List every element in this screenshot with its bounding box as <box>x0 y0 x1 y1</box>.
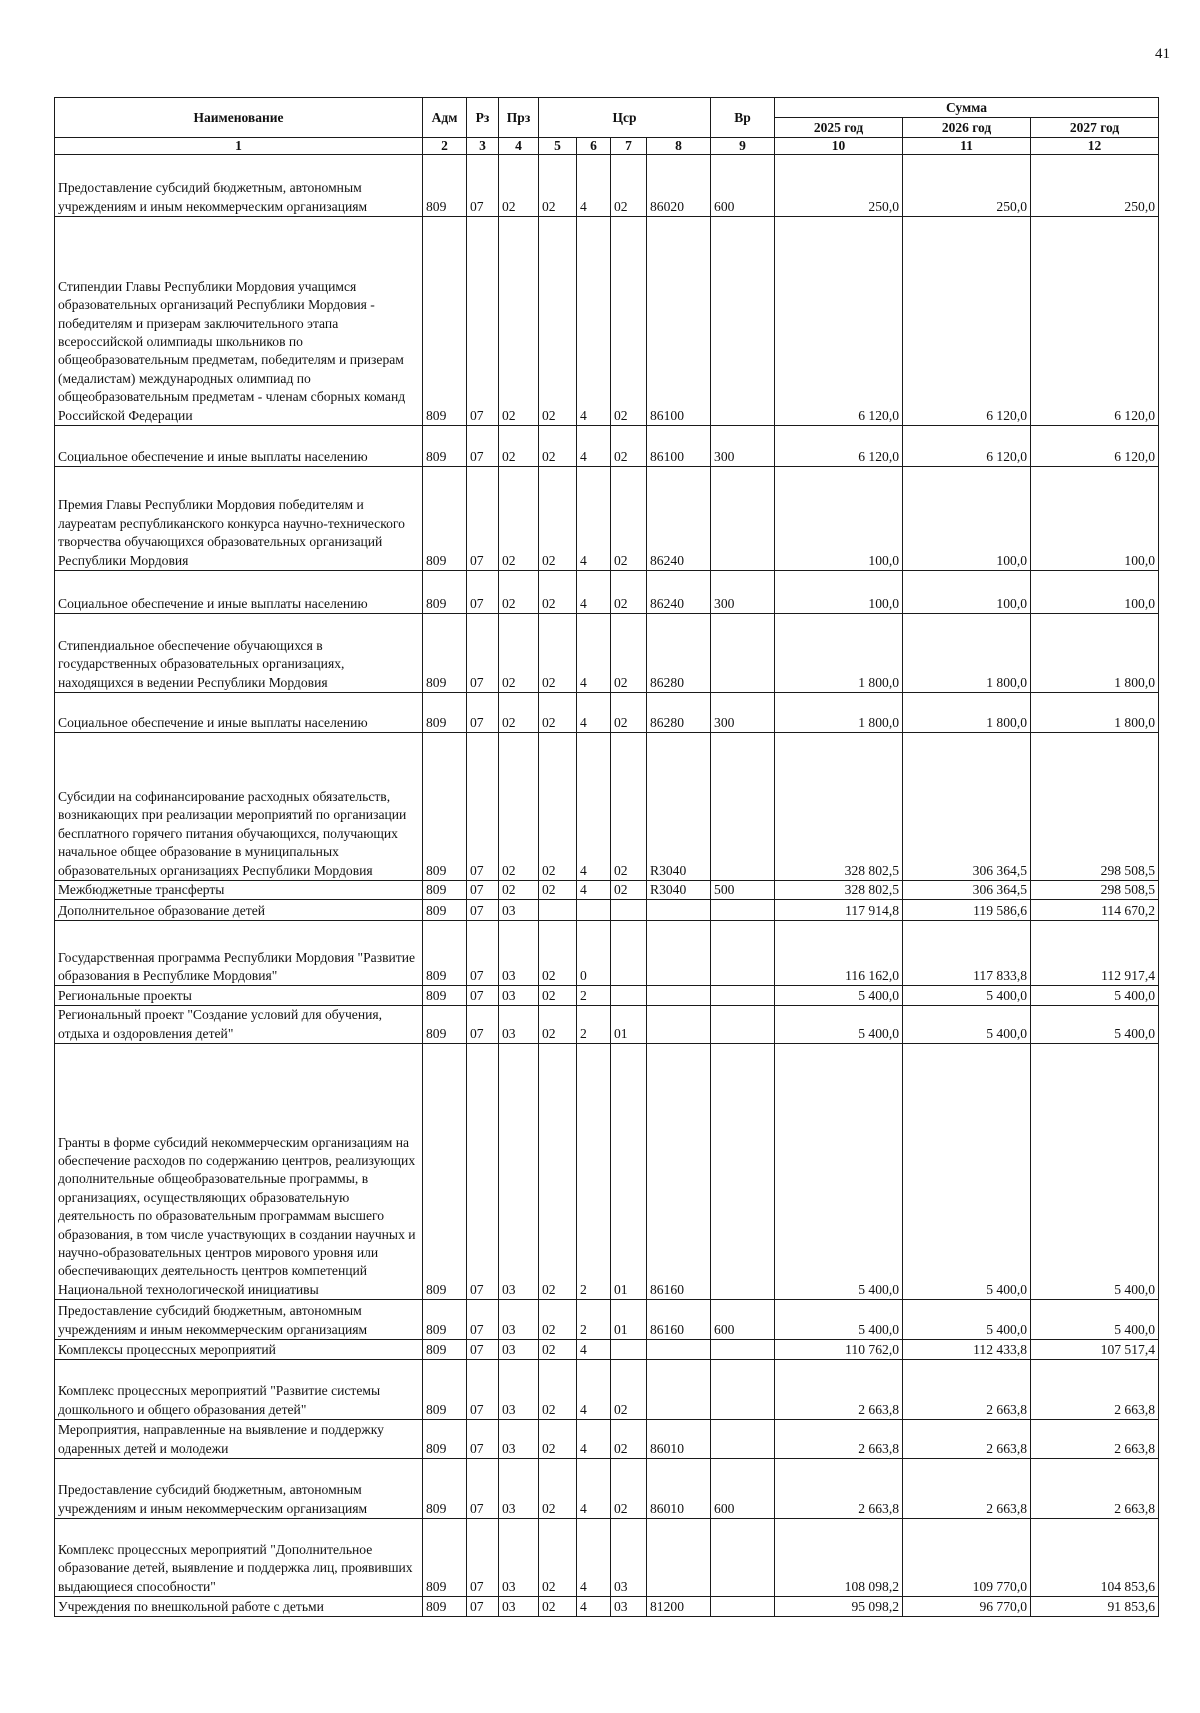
row-sum-2027: 5 400,0 <box>1031 1300 1159 1340</box>
col-number: 6 <box>577 138 611 155</box>
row-vr <box>711 1360 775 1420</box>
table-row <box>55 571 1159 614</box>
row-csr-direction <box>647 986 711 1006</box>
row-prz: 03 <box>499 1300 539 1340</box>
row-csr-program: 02 <box>539 693 577 733</box>
row-vr <box>711 614 775 693</box>
row-rz: 07 <box>467 467 499 571</box>
row-sum-2027: 6 120,0 <box>1031 217 1159 426</box>
row-adm: 809 <box>423 1519 467 1597</box>
row-csr-direction: 86280 <box>647 693 711 733</box>
row-csr-type: 4 <box>577 571 611 614</box>
row-rz: 07 <box>467 1340 499 1360</box>
row-csr-program: 02 <box>539 921 577 986</box>
row-csr-direction <box>647 1360 711 1420</box>
row-csr-direction: 86100 <box>647 426 711 467</box>
row-csr-program: 02 <box>539 1360 577 1420</box>
row-csr-program: 02 <box>539 426 577 467</box>
table-row <box>55 733 1159 881</box>
row-adm: 809 <box>423 1300 467 1340</box>
table-row <box>55 1300 1159 1340</box>
row-sum-2026: 306 364,5 <box>903 733 1031 881</box>
row-prz: 02 <box>499 467 539 571</box>
row-sum-2027: 2 663,8 <box>1031 1360 1159 1420</box>
row-sum-2026: 100,0 <box>903 467 1031 571</box>
row-sum-2027: 250,0 <box>1031 155 1159 217</box>
row-adm: 809 <box>423 986 467 1006</box>
row-csr-group: 02 <box>611 217 647 426</box>
row-csr-type: 4 <box>577 1340 611 1360</box>
row-csr-direction <box>647 1519 711 1597</box>
row-sum-2027: 112 917,4 <box>1031 921 1159 986</box>
row-sum-2025: 250,0 <box>775 155 903 217</box>
row-csr-direction <box>647 900 711 921</box>
row-vr <box>711 1044 775 1300</box>
row-csr-type: 2 <box>577 1300 611 1340</box>
row-name: Комплекс процессных мероприятий "Дополнительное образование детей, выявление и поддержка лиц, проявивших выдающиеся способности" <box>55 1519 423 1597</box>
row-rz: 07 <box>467 693 499 733</box>
row-csr-direction: R3040 <box>647 733 711 881</box>
row-sum-2027: 298 508,5 <box>1031 881 1159 900</box>
row-csr-group: 01 <box>611 1006 647 1044</box>
row-csr-direction: 86100 <box>647 217 711 426</box>
row-prz: 02 <box>499 426 539 467</box>
row-sum-2027: 6 120,0 <box>1031 426 1159 467</box>
row-rz: 07 <box>467 571 499 614</box>
col-number: 12 <box>1031 138 1159 155</box>
row-vr <box>711 1597 775 1617</box>
row-adm: 809 <box>423 1597 467 1617</box>
col-number: 3 <box>467 138 499 155</box>
row-sum-2027: 5 400,0 <box>1031 1006 1159 1044</box>
col-number: 9 <box>711 138 775 155</box>
row-sum-2026: 5 400,0 <box>903 1044 1031 1300</box>
row-adm: 809 <box>423 900 467 921</box>
header-sum: Сумма <box>775 98 1159 118</box>
row-sum-2025: 328 802,5 <box>775 881 903 900</box>
row-prz: 02 <box>499 155 539 217</box>
row-csr-type: 4 <box>577 1519 611 1597</box>
row-adm: 809 <box>423 921 467 986</box>
table-row <box>55 1006 1159 1044</box>
table-row <box>55 1340 1159 1360</box>
row-sum-2027: 91 853,6 <box>1031 1597 1159 1617</box>
row-csr-program <box>539 900 577 921</box>
row-vr: 600 <box>711 155 775 217</box>
row-csr-program: 02 <box>539 1459 577 1519</box>
row-sum-2027: 2 663,8 <box>1031 1459 1159 1519</box>
row-prz: 03 <box>499 1340 539 1360</box>
row-csr-group: 02 <box>611 571 647 614</box>
row-rz: 07 <box>467 986 499 1006</box>
row-csr-program: 02 <box>539 986 577 1006</box>
row-sum-2025: 5 400,0 <box>775 1044 903 1300</box>
row-sum-2025: 6 120,0 <box>775 217 903 426</box>
row-sum-2026: 6 120,0 <box>903 217 1031 426</box>
row-sum-2027: 100,0 <box>1031 467 1159 571</box>
row-sum-2025: 95 098,2 <box>775 1597 903 1617</box>
row-sum-2026: 100,0 <box>903 571 1031 614</box>
table-header <box>55 98 1159 155</box>
row-csr-program: 02 <box>539 571 577 614</box>
row-sum-2025: 5 400,0 <box>775 1300 903 1340</box>
row-name: Дополнительное образование детей <box>55 900 423 921</box>
row-csr-type: 0 <box>577 921 611 986</box>
row-csr-type: 4 <box>577 426 611 467</box>
row-sum-2026: 112 433,8 <box>903 1340 1031 1360</box>
row-vr <box>711 467 775 571</box>
row-sum-2025: 2 663,8 <box>775 1459 903 1519</box>
row-prz: 03 <box>499 1360 539 1420</box>
row-csr-direction: R3040 <box>647 881 711 900</box>
row-vr: 300 <box>711 571 775 614</box>
row-csr-type: 2 <box>577 1044 611 1300</box>
row-csr-type: 4 <box>577 1597 611 1617</box>
row-csr-direction: 86280 <box>647 614 711 693</box>
row-csr-group: 02 <box>611 1420 647 1459</box>
row-sum-2027: 107 517,4 <box>1031 1340 1159 1360</box>
row-csr-group: 02 <box>611 614 647 693</box>
row-adm: 809 <box>423 467 467 571</box>
header-adm: Адм <box>423 98 467 138</box>
row-csr-program: 02 <box>539 467 577 571</box>
row-adm: 809 <box>423 733 467 881</box>
row-sum-2025: 328 802,5 <box>775 733 903 881</box>
row-sum-2026: 5 400,0 <box>903 1300 1031 1340</box>
row-csr-direction: 86160 <box>647 1300 711 1340</box>
row-prz: 02 <box>499 614 539 693</box>
row-csr-group: 02 <box>611 467 647 571</box>
row-csr-group: 01 <box>611 1044 647 1300</box>
row-csr-group: 02 <box>611 1459 647 1519</box>
table-row <box>55 1597 1159 1617</box>
row-prz: 03 <box>499 986 539 1006</box>
col-number: 5 <box>539 138 577 155</box>
row-sum-2025: 117 914,8 <box>775 900 903 921</box>
row-csr-group: 02 <box>611 1360 647 1420</box>
header-vr: Вр <box>711 98 775 138</box>
row-prz: 02 <box>499 693 539 733</box>
row-sum-2025: 100,0 <box>775 467 903 571</box>
table-row <box>55 921 1159 986</box>
row-sum-2025: 116 162,0 <box>775 921 903 986</box>
row-csr-program: 02 <box>539 881 577 900</box>
row-csr-type: 2 <box>577 986 611 1006</box>
row-name: Предоставление субсидий бюджетным, автономным учреждениям и иным некоммерческим организациям <box>55 1459 423 1519</box>
row-sum-2026: 6 120,0 <box>903 426 1031 467</box>
row-prz: 02 <box>499 881 539 900</box>
row-csr-type <box>577 900 611 921</box>
row-csr-program: 02 <box>539 1597 577 1617</box>
table-row <box>55 1459 1159 1519</box>
row-sum-2027: 114 670,2 <box>1031 900 1159 921</box>
col-number: 10 <box>775 138 903 155</box>
header-year-2027: 2027 год <box>1031 118 1159 138</box>
col-number: 7 <box>611 138 647 155</box>
row-name: Стипендии Главы Республики Мордовия учащимся образовательных организаций Республики Мордовия - победителям и призерам заключительного этапа всероссийской олимпиады школьников по общеобразовательным предметам, победителям и призерам (медалистам) международных олимпиад по общеобразовательным предметам - членам сборных команд Российской Федерации <box>55 217 423 426</box>
row-csr-group: 03 <box>611 1519 647 1597</box>
row-csr-program: 02 <box>539 1340 577 1360</box>
row-rz: 07 <box>467 900 499 921</box>
row-vr <box>711 1420 775 1459</box>
row-csr-group: 02 <box>611 881 647 900</box>
row-csr-group <box>611 921 647 986</box>
row-csr-direction <box>647 921 711 986</box>
row-csr-type: 4 <box>577 467 611 571</box>
row-sum-2025: 2 663,8 <box>775 1360 903 1420</box>
row-name: Премия Главы Республики Мордовия победителям и лауреатам республиканского конкурса научно-технического творчества обучающихся образовательных организаций Республики Мордовия <box>55 467 423 571</box>
row-adm: 809 <box>423 1420 467 1459</box>
row-adm: 809 <box>423 426 467 467</box>
table-row <box>55 1044 1159 1300</box>
row-sum-2025: 108 098,2 <box>775 1519 903 1597</box>
row-rz: 07 <box>467 1459 499 1519</box>
row-sum-2026: 2 663,8 <box>903 1459 1031 1519</box>
row-name: Социальное обеспечение и иные выплаты населению <box>55 693 423 733</box>
row-rz: 07 <box>467 1006 499 1044</box>
row-sum-2026: 119 586,6 <box>903 900 1031 921</box>
row-vr <box>711 217 775 426</box>
table-row <box>55 1360 1159 1420</box>
row-csr-direction: 86240 <box>647 571 711 614</box>
row-rz: 07 <box>467 1360 499 1420</box>
row-csr-group: 01 <box>611 1300 647 1340</box>
row-sum-2027: 5 400,0 <box>1031 986 1159 1006</box>
table-body <box>55 155 1159 1617</box>
row-rz: 07 <box>467 1597 499 1617</box>
row-adm: 809 <box>423 1360 467 1420</box>
row-csr-group: 03 <box>611 1597 647 1617</box>
row-sum-2025: 100,0 <box>775 571 903 614</box>
row-sum-2027: 298 508,5 <box>1031 733 1159 881</box>
row-csr-group: 02 <box>611 426 647 467</box>
table-row <box>55 986 1159 1006</box>
row-rz: 07 <box>467 1044 499 1300</box>
row-sum-2026: 250,0 <box>903 155 1031 217</box>
header-rz: Рз <box>467 98 499 138</box>
row-rz: 07 <box>467 1519 499 1597</box>
row-vr <box>711 1006 775 1044</box>
row-csr-type: 4 <box>577 155 611 217</box>
row-csr-group: 02 <box>611 155 647 217</box>
row-prz: 03 <box>499 1420 539 1459</box>
row-csr-program: 02 <box>539 1420 577 1459</box>
row-name: Региональные проекты <box>55 986 423 1006</box>
row-sum-2026: 2 663,8 <box>903 1360 1031 1420</box>
row-name: Гранты в форме субсидий некоммерческим организациям на обеспечение расходов по содержанию центров, реализующих дополнительные общеобразовательные программы, в организациях, осуществляющих образовательную деятельность по образовательным программам высшего образования, в том числе участвующих в создании научных и научно-образовательных центров мирового уровня или обеспечивающих деятельность центров компетенций Национальной технологической инициативы <box>55 1044 423 1300</box>
row-csr-type: 4 <box>577 614 611 693</box>
row-adm: 809 <box>423 1459 467 1519</box>
row-rz: 07 <box>467 881 499 900</box>
row-rz: 07 <box>467 921 499 986</box>
table-row <box>55 693 1159 733</box>
row-name: Социальное обеспечение и иные выплаты населению <box>55 426 423 467</box>
row-prz: 02 <box>499 733 539 881</box>
row-csr-direction: 86010 <box>647 1420 711 1459</box>
row-name: Государственная программа Республики Мордовия "Развитие образования в Республике Мордовия" <box>55 921 423 986</box>
row-adm: 809 <box>423 1006 467 1044</box>
row-csr-direction <box>647 1340 711 1360</box>
row-adm: 809 <box>423 614 467 693</box>
table-row <box>55 1420 1159 1459</box>
header-prz: Прз <box>499 98 539 138</box>
row-vr: 500 <box>711 881 775 900</box>
row-rz: 07 <box>467 1300 499 1340</box>
row-csr-program: 02 <box>539 155 577 217</box>
header-name: Наименование <box>55 98 423 138</box>
table-row <box>55 1519 1159 1597</box>
row-prz: 02 <box>499 217 539 426</box>
row-name: Межбюджетные трансферты <box>55 881 423 900</box>
row-adm: 809 <box>423 1044 467 1300</box>
row-name: Региональный проект "Создание условий для обучения, отдыха и оздоровления детей" <box>55 1006 423 1044</box>
row-rz: 07 <box>467 426 499 467</box>
row-csr-direction: 86010 <box>647 1459 711 1519</box>
row-sum-2027: 1 800,0 <box>1031 693 1159 733</box>
row-csr-program: 02 <box>539 217 577 426</box>
col-number: 2 <box>423 138 467 155</box>
row-csr-direction: 86020 <box>647 155 711 217</box>
table-row <box>55 155 1159 217</box>
table-row <box>55 881 1159 900</box>
row-sum-2027: 1 800,0 <box>1031 614 1159 693</box>
row-sum-2026: 1 800,0 <box>903 693 1031 733</box>
row-csr-direction <box>647 1006 711 1044</box>
row-prz: 03 <box>499 1006 539 1044</box>
row-adm: 809 <box>423 881 467 900</box>
row-csr-group: 02 <box>611 693 647 733</box>
row-csr-program: 02 <box>539 1006 577 1044</box>
col-number: 4 <box>499 138 539 155</box>
col-number: 11 <box>903 138 1031 155</box>
row-vr <box>711 921 775 986</box>
row-csr-program: 02 <box>539 614 577 693</box>
row-sum-2026: 117 833,8 <box>903 921 1031 986</box>
table-row <box>55 900 1159 921</box>
col-number: 8 <box>647 138 711 155</box>
row-csr-type: 4 <box>577 693 611 733</box>
row-prz: 03 <box>499 900 539 921</box>
row-sum-2026: 96 770,0 <box>903 1597 1031 1617</box>
table-row <box>55 614 1159 693</box>
row-vr: 600 <box>711 1300 775 1340</box>
row-sum-2026: 5 400,0 <box>903 1006 1031 1044</box>
row-rz: 07 <box>467 217 499 426</box>
row-csr-direction: 81200 <box>647 1597 711 1617</box>
row-adm: 809 <box>423 571 467 614</box>
row-name: Предоставление субсидий бюджетным, автономным учреждениям и иным некоммерческим организациям <box>55 1300 423 1340</box>
row-name: Мероприятия, направленные на выявление и поддержку одаренных детей и молодежи <box>55 1420 423 1459</box>
row-csr-program: 02 <box>539 1300 577 1340</box>
row-prz: 03 <box>499 1519 539 1597</box>
table-row <box>55 426 1159 467</box>
row-sum-2026: 306 364,5 <box>903 881 1031 900</box>
row-sum-2025: 110 762,0 <box>775 1340 903 1360</box>
row-name: Стипендиальное обеспечение обучающихся в государственных образовательных организациях, находящихся в ведении Республики Мордовия <box>55 614 423 693</box>
row-csr-group <box>611 1340 647 1360</box>
row-csr-group <box>611 900 647 921</box>
row-rz: 07 <box>467 733 499 881</box>
row-rz: 07 <box>467 614 499 693</box>
row-vr <box>711 986 775 1006</box>
row-rz: 07 <box>467 155 499 217</box>
row-csr-program: 02 <box>539 733 577 881</box>
header-year-2025: 2025 год <box>775 118 903 138</box>
header-csr: Цср <box>539 98 711 138</box>
row-vr: 600 <box>711 1459 775 1519</box>
row-sum-2027: 2 663,8 <box>1031 1420 1159 1459</box>
row-sum-2026: 1 800,0 <box>903 614 1031 693</box>
col-number: 1 <box>55 138 423 155</box>
row-csr-type: 4 <box>577 1360 611 1420</box>
row-name: Субсидии на софинансирование расходных обязательств, возникающих при реализации мероприятий по организации бесплатного горячего питания обучающихся, получающих начальное общее образование в муниципальных образовательных организациях Республики Мордовия <box>55 733 423 881</box>
row-prz: 02 <box>499 571 539 614</box>
row-sum-2026: 2 663,8 <box>903 1420 1031 1459</box>
row-adm: 809 <box>423 217 467 426</box>
page-number: 41 <box>1155 46 1170 62</box>
budget-table <box>54 97 1159 1617</box>
row-vr <box>711 900 775 921</box>
row-sum-2027: 5 400,0 <box>1031 1044 1159 1300</box>
row-name: Учреждения по внешкольной работе с детьми <box>55 1597 423 1617</box>
row-vr <box>711 1340 775 1360</box>
header-year-2026: 2026 год <box>903 118 1031 138</box>
row-name: Комплекс процессных мероприятий "Развитие системы дошкольного и общего образования детей" <box>55 1360 423 1420</box>
row-sum-2025: 1 800,0 <box>775 693 903 733</box>
row-csr-program: 02 <box>539 1519 577 1597</box>
row-vr: 300 <box>711 693 775 733</box>
row-csr-program: 02 <box>539 1044 577 1300</box>
row-prz: 03 <box>499 1044 539 1300</box>
row-vr <box>711 1519 775 1597</box>
row-sum-2026: 109 770,0 <box>903 1519 1031 1597</box>
row-sum-2027: 104 853,6 <box>1031 1519 1159 1597</box>
row-csr-group: 02 <box>611 733 647 881</box>
row-adm: 809 <box>423 693 467 733</box>
row-csr-type: 4 <box>577 217 611 426</box>
row-sum-2026: 5 400,0 <box>903 986 1031 1006</box>
table-row <box>55 467 1159 571</box>
row-sum-2025: 6 120,0 <box>775 426 903 467</box>
row-name: Комплексы процессных мероприятий <box>55 1340 423 1360</box>
row-prz: 03 <box>499 921 539 986</box>
row-sum-2025: 1 800,0 <box>775 614 903 693</box>
row-csr-type: 4 <box>577 1420 611 1459</box>
row-name: Социальное обеспечение и иные выплаты населению <box>55 571 423 614</box>
row-rz: 07 <box>467 1420 499 1459</box>
row-vr: 300 <box>711 426 775 467</box>
row-vr <box>711 733 775 881</box>
row-csr-group <box>611 986 647 1006</box>
row-sum-2025: 2 663,8 <box>775 1420 903 1459</box>
row-csr-type: 4 <box>577 881 611 900</box>
row-name: Предоставление субсидий бюджетным, автономным учреждениям и иным некоммерческим организациям <box>55 155 423 217</box>
table-row <box>55 217 1159 426</box>
row-csr-direction: 86240 <box>647 467 711 571</box>
row-csr-type: 2 <box>577 1006 611 1044</box>
row-sum-2025: 5 400,0 <box>775 1006 903 1044</box>
row-adm: 809 <box>423 1340 467 1360</box>
row-prz: 03 <box>499 1597 539 1617</box>
row-adm: 809 <box>423 155 467 217</box>
row-sum-2025: 5 400,0 <box>775 986 903 1006</box>
row-prz: 03 <box>499 1459 539 1519</box>
row-csr-type: 4 <box>577 733 611 881</box>
row-csr-type: 4 <box>577 1459 611 1519</box>
row-csr-direction: 86160 <box>647 1044 711 1300</box>
row-sum-2027: 100,0 <box>1031 571 1159 614</box>
